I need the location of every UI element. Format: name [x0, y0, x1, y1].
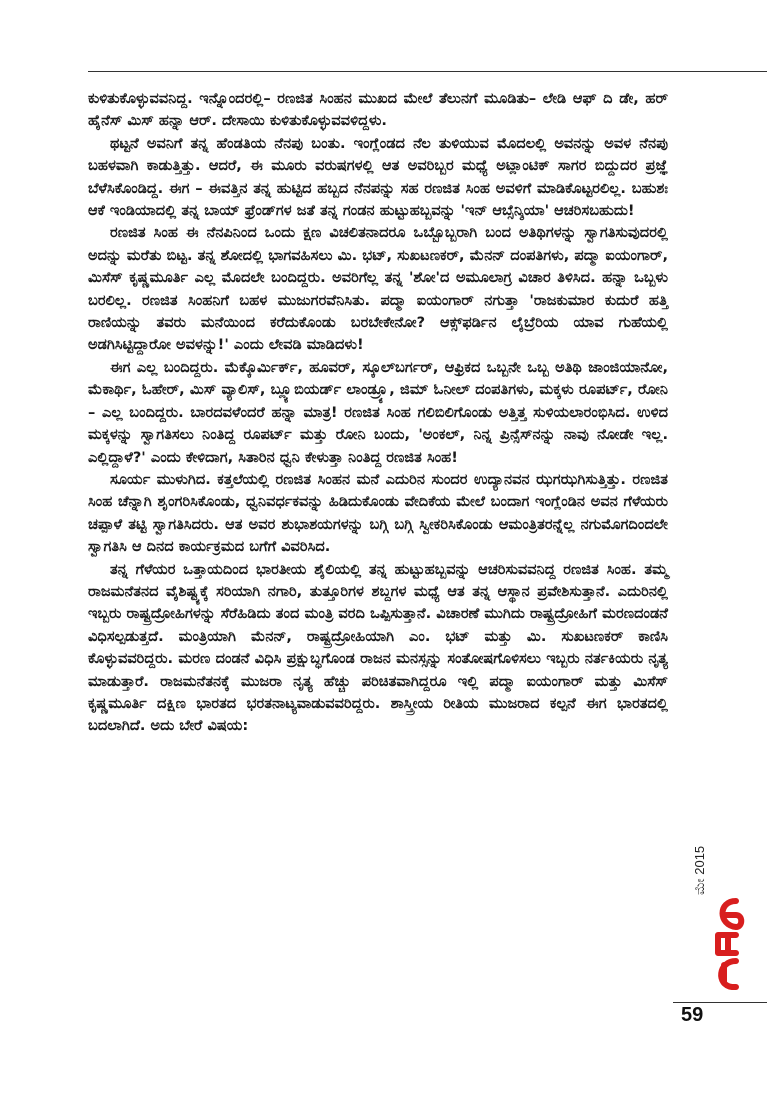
page-number-rule: [673, 1002, 767, 1003]
paragraph: ತನ್ನ ಗೆಳೆಯರ ಒತ್ತಾಯದಿಂದ ಭಾರತೀಯ ಶೈಲಿಯಲ್ಲಿ ತನ್ನ ಹುಟ್ಟುಹಬ್ಬವನ್ನು ಆಚರಿಸುವವನಿದ್ದ ರಣಜಿತ ಸಿಂಹ. ತಮ್ಮ ರಾಜಮನೆತನದ ವೈಶಿಷ್ಟ್ಯಕ್ಕೆ ಸರಿಯಾಗಿ ನಗಾರಿ, ತುತ್ತೂರಿಗಳ ಶಬ್ದಗಳ ಮಧ್ಯೆ ಆತ ತನ್ನ ಆಸ್ಥಾನ ಪ್ರವೇಶಿಸುತ್ತಾನೆ. ಎದುರಿನಲ್ಲಿ ಇಬ್ಬರು ರಾಷ್ಟ್ರದ್ರೋಹಿಗಳನ್ನು ಸೆರೆಹಿಡಿದು ತಂದ ಮಂತ್ರಿ ವರದಿ ಒಪ್ಪಿಸುತ್ತಾನೆ. ವಿಚಾರಣೆ ಮುಗಿದು ರಾಷ್ಟ್ರದ್ರೋಹಿಗೆ ಮರಣದಂಡನೆ ವಿಧಿಸಲ್ಪಡುತ್ತದೆ. ಮಂತ್ರಿಯಾಗಿ ಮೆನನ್, ರಾಷ್ಟ್ರದ್ರೋಹಿಯಾಗಿ ಎಂ. ಭಟ್ ಮತ್ತು ಮಿ. ಸುಖಟಣಕರ್ ಕಾಣಿಸಿ ಕೊಳ್ಳುವವರಿದ್ದರು. ಮರಣ ದಂಡನೆ ವಿಧಿಸಿ ಪ್ರಕ್ಷುಬ್ಧಗೊಂಡ ರಾಜನ ಮನಸ್ಸನ್ನು ಸಂತೋಷಗೊಳಿಸಲು ಇಬ್ಬರು ನರ್ತಕಿಯರು ನೃತ್ಯ ಮಾಡುತ್ತಾರೆ. ರಾಜಮನೆತನಕ್ಕೆ ಮುಜರಾ ನೃತ್ಯ ಹೆಚ್ಚು ಪರಿಚಿತವಾಗಿದ್ದರೂ ಇಲ್ಲಿ ಪದ್ಮಾ ಐಯಂಗಾರ್ ಮತ್ತು ಮಿಸೆಸ್ ಕೃಷ್ಣಮೂರ್ತಿ ದಕ್ಷಿಣ ಭಾರತದ ಭರತನಾಟ್ಯವಾಡುವವರಿದ್ದರು. ಶಾಸ್ತ್ರೀಯ ರೀತಿಯ ಮುಜರಾದ ಕಲ್ಪನೆ ಈಗ ಭಾರತದಲ್ಲಿ ಬದಲಾಗಿದೆ. ಅದು ಬೇರೆ ವಿಷಯ:: [88, 560, 668, 735]
paragraph: ಥಟ್ಟನೆ ಅವನಿಗೆ ತನ್ನ ಹೆಂಡತಿಯ ನೆನಪು ಬಂತು. ಇಂಗ್ಲೆಂಡದ ನೆಲ ತುಳಿಯುವ ಮೊದಲಲ್ಲಿ ಅವನನ್ನು ಅವಳ ನೆನಪು ಬಹಳವಾಗಿ ಕಾಡುತ್ತಿತ್ತು. ಆದರೆ, ಈ ಮೂರು ವರುಷಗಳಲ್ಲಿ ಆತ ಅವರಿಬ್ಬರ ಮಧ್ಯೆ ಅಟ್ಲಾಂಟಿಕ್ ಸಾಗರ ಬಿದ್ದುದರ ಪ್ರಜ್ಞೆ ಬೆಳೆಸಿಕೊಂಡಿದ್ದ. ಈಗ – ಈವತ್ತಿನ ತನ್ನ ಹುಟ್ಟಿದ ಹಬ್ಬದ ನೆನಪನ್ನು ಸಹ ರಣಜಿತ ಸಿಂಹ ಅವಳಿಗೆ ಮಾಡಿಕೊಟ್ಟರಲಿಲ್ಲ. ಬಹುಶಃ ಆಕೆ ಇಂಡಿಯಾದಲ್ಲಿ ತನ್ನ ಬಾಯ್ ಫ್ರೆಂಡ್‌ಗಳ ಜತೆ ತನ್ನ ಗಂಡನ ಹುಟ್ಟುಹಬ್ಬವನ್ನು 'ಇನ್ ಆಬ್ಸೆನ್ಶಿಯಾ' ಆಚರಿಸಬಹುದು!: [88, 134, 668, 220]
paragraph: ಕುಳಿತುಕೊಳ್ಳುವವನಿದ್ದ. ಇನ್ನೊಂದರಲ್ಲಿ– ರಣಜಿತ ಸಿಂಹನ ಮುಖದ ಮೇಲೆ ತೆಲುನಗೆ ಮೂಡಿತು– ಲೇಡಿ ಆಫ್ ದಿ ಡೇ, ಹರ್ ಹೈನೆಸ್ ಮಿಸ್ ಹನ್ನಾ ಆರ್. ದೇಸಾಯಿ ಕುಳಿತುಕೊಳ್ಳುವವಳಿದ್ದಳು.: [88, 90, 668, 130]
masthead-logo: [688, 815, 748, 995]
paragraph: ಸೂರ್ಯ ಮುಳುಗಿದ. ಕತ್ತಲೆಯಲ್ಲಿ ರಣಜಿತ ಸಿಂಹನ ಮನೆ ಎದುರಿನ ಸುಂದರ ಉದ್ಯಾನವನ ಝಗಝಗಿಸುತ್ತಿತ್ತು. ರಣಜಿತ ಸಿಂಹ ಚೆನ್ನಾಗಿ ಶೃಂಗರಿಸಿಕೊಂಡು, ಧ್ವನಿವರ್ಧಕವನ್ನು ಹಿಡಿದುಕೊಂಡು ವೇದಿಕೆಯ ಮೇಲೆ ಬಂದಾಗ ಇಂಗ್ಲೆಂಡಿನ ಅವನ ಗೆಳೆಯರು ಚಪ್ಪಾಳೆ ತಟ್ಟಿ ಸ್ವಾಗತಿಸಿದರು. ಆತ ಅವರ ಶುಭಾಶಯಗಳನ್ನು ಬಗ್ಗಿ ಬಗ್ಗಿ ಸ್ವೀಕರಿಸಿಕೊಂಡು ಆಮಂತ್ರಿತರನ್ನೆಲ್ಲ ನಗುಮೊಗದಿಂದಲೇ ಸ್ವಾಗತಿಸಿ ಆ ದಿನದ ಕಾರ್ಯಕ್ರಮದ ಬಗೆಗೆ ವಿವರಿಸಿದ.: [88, 470, 668, 556]
magazine-masthead: [688, 815, 748, 1015]
page-number: 59: [681, 1004, 704, 1026]
paragraph: ಈಗ ಎಲ್ಲ ಬಂದಿದ್ದರು. ಮೆಕ್ಕೊರ್ಮಿರ್ಕ್, ಹೂವರ್, ಸ್ಕೂಲ್‌ಬರ್ಗರ್, ಆಫ್ರಿಕದ ಒಬ್ಬನೇ ಒಬ್ಬ ಅತಿಥಿ ಜಾಂಜಿಯಾನೋ, ಮೆಕಾರ್ಥಿ, ಓಹೇರ್, ಮಿಸ್ ವ್ಯಾಲಿಸ್, ಬ್ಲ್ಯೂಬಿಯರ್ಡ್ ಲಾಂಡ್ರ್ಯೂ, ಜಿಮ್ ಓನೀಲ್ ದಂಪತಿಗಳು, ಮಕ್ಕಳು ರೂಪರ್ಟ್, ರೋನಿ – ಎಲ್ಲ ಬಂದಿದ್ದರು. ಬಾರದವಳೆಂದರೆ ಹನ್ನಾ ಮಾತ್ರ! ರಣಜಿತ ಸಿಂಹ ಗಲಿಬಿಲಿಗೊಂಡು ಅತ್ತಿತ್ತ ಸುಳಿಯಲಾರಂಭಿಸಿದ. ಉಳಿದ ಮಕ್ಕಳನ್ನು ಸ್ವಾಗತಿಸಲು ನಿಂತಿದ್ದ ರೂಪರ್ಟ್ ಮತ್ತು ರೋನಿ ಬಂದು, 'ಅಂಕಲ್, ನಿನ್ನ ಪ್ರಿನ್ಸೆಸ್‌ನನ್ನು ನಾವು ನೋಡೇ ಇಲ್ಲ. ಎಲ್ಲಿದ್ದಾಳೆ?' ಎಂದು ಕೇಳಿದಾಗ, ಸಿತಾರಿನ ಧ್ವನಿ ಕೇಳುತ್ತಾ ನಿಂತಿದ್ದ ರಣಜಿತ ಸಿಂಹ!: [88, 358, 668, 466]
issue-date-text: ಮೇ 2015: [692, 845, 707, 895]
issue-date: [692, 815, 714, 895]
top-rule: [88, 71, 767, 72]
paragraph: ರಣಜಿತ ಸಿಂಹ ಈ ನೆನಪಿನಿಂದ ಒಂದು ಕ್ಷಣ ವಿಚಲಿತನಾದರೂ ಒಬ್ಬೊಬ್ಬರಾಗಿ ಬಂದ ಅತಿಥಿಗಳನ್ನು ಸ್ವಾಗತಿಸುವುದರಲ್ಲಿ ಅದನ್ನು ಮರೆತು ಬಿಟ್ಟ. ತನ್ನ ಶೋದಲ್ಲಿ ಭಾಗವಹಿಸಲು ಮಿ. ಭಟ್, ಸುಖಟಣಕರ್, ಮೆನನ್ ದಂಪತಿಗಳು, ಪದ್ಮಾ ಐಯಂಗಾರ್, ಮಿಸೆಸ್ ಕೃಷ್ಣಮೂರ್ತಿ ಎಲ್ಲ ಮೊದಲೇ ಬಂದಿದ್ದರು. ಅವರಿಗೆಲ್ಲ ತನ್ನ 'ಶೋ'ದ ಅಮೂಲಾಗ್ರ ವಿಚಾರ ತಿಳಿಸಿದ. ಹನ್ನಾ ಒಬ್ಬಳು ಬರಲಿಲ್ಲ. ರಣಜಿತ ಸಿಂಹನಿಗೆ ಬಹಳ ಮುಜುಗರವೆನಿಸಿತು. ಪದ್ಮಾ ಐಯಂಗಾರ್ ನಗುತ್ತಾ 'ರಾಜಕುಮಾರ ಕುದುರೆ ಹತ್ತಿ ರಾಣಿಯನ್ನು ತವರು ಮನೆಯಿಂದ ಕರೆದುಕೊಂಡು ಬರಬೇಕೇನೋ? ಆಕ್ಸ್‌ಫರ್ಡಿನ ಲೈಬ್ರೆರಿಯ ಯಾವ ಗುಹೆಯಲ್ಲಿ ಅಡಗಿಸಿಟ್ಟಿದ್ದಾರೋ ಅವಳನ್ನು!' ಎಂದು ಲೇವಡಿ ಮಾಡಿದಳು!: [88, 224, 668, 354]
article-body: [88, 88, 668, 738]
